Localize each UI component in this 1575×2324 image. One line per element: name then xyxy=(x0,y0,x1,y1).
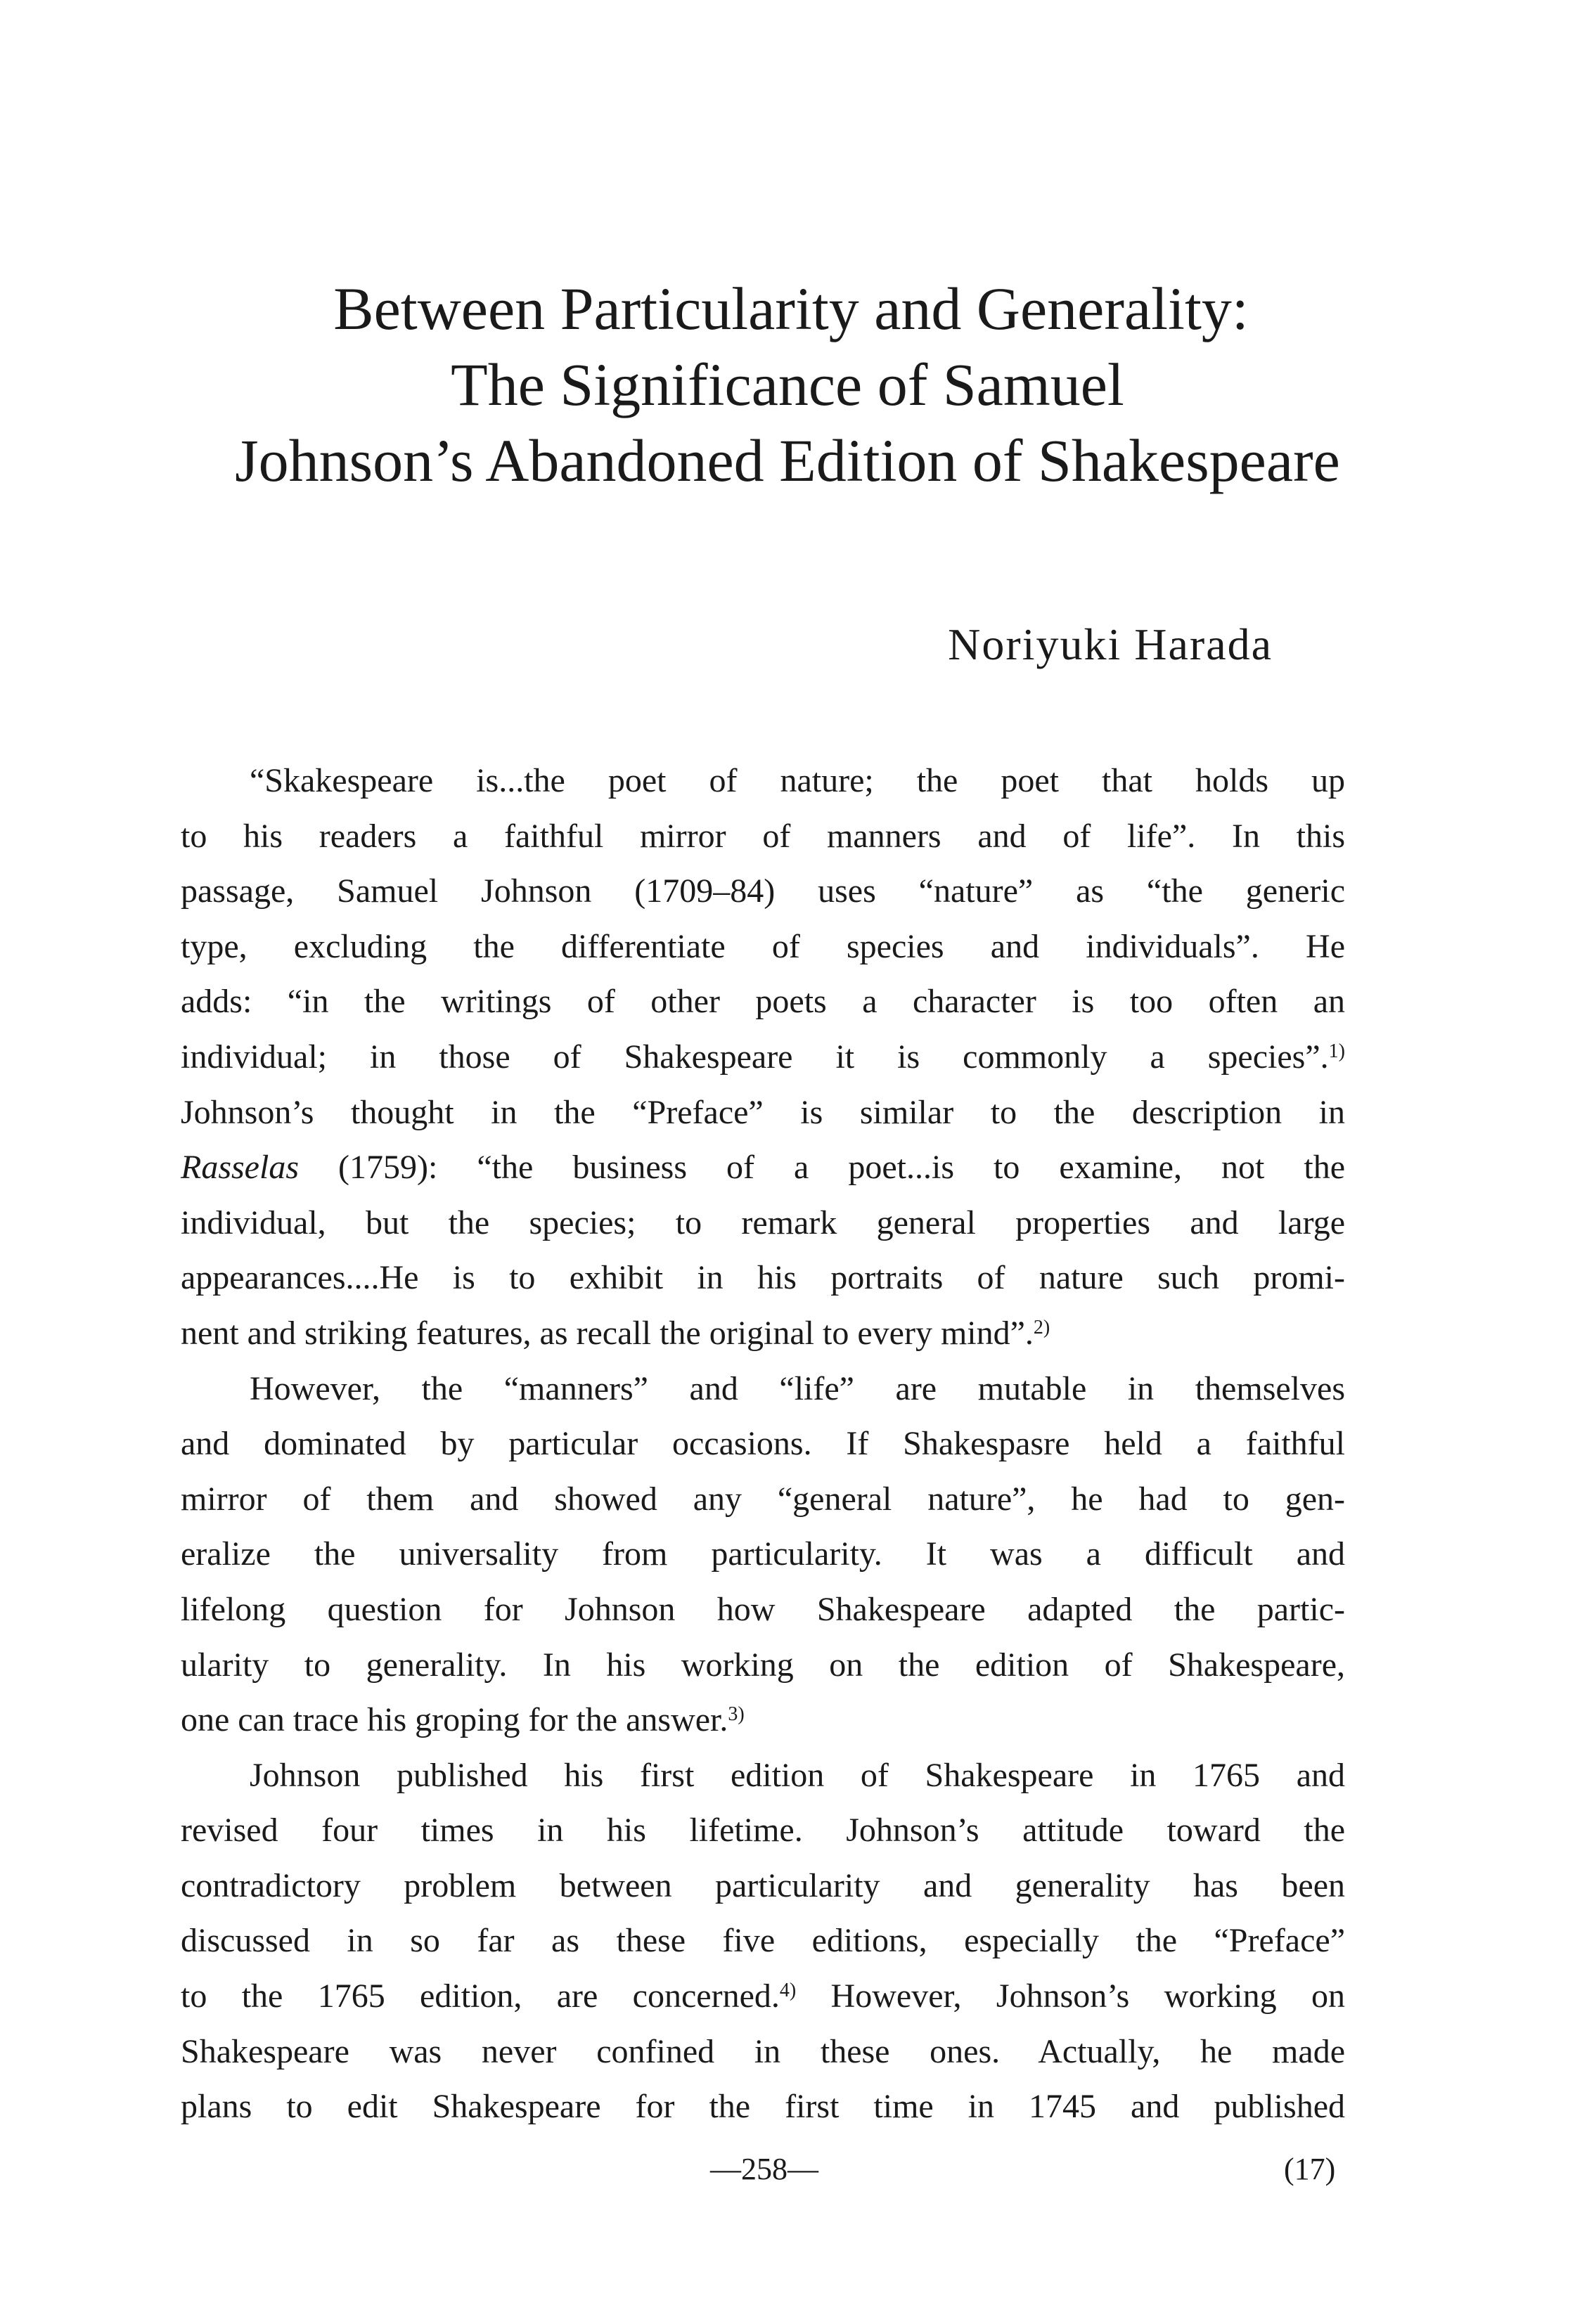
text-segment: “Skakespeare is...the poet of nature; the poet that holds up xyxy=(250,762,1345,799)
text-line xyxy=(181,1140,1345,1196)
text-segment: Shakespeare was never confined in these ones. Actually, he made xyxy=(181,2032,1345,2070)
body-text xyxy=(181,754,1345,2135)
footnote-ref: 4) xyxy=(779,1980,797,2002)
text-line xyxy=(181,809,1345,865)
serial-page-number: (17) xyxy=(1284,2152,1336,2186)
text-segment: Johnson’s thought in the “Preface” is similar to the description in xyxy=(181,1093,1345,1131)
text-line xyxy=(181,1859,1345,1914)
text-line xyxy=(181,1527,1345,1582)
text-line xyxy=(181,919,1345,975)
text-line xyxy=(181,1582,1345,1638)
text-segment: lifelong question for Johnson how Shakespeare adapted the partic- xyxy=(181,1590,1345,1628)
text-line xyxy=(181,754,1345,809)
text-segment: eralize the universality from particularity. It was a difficult and xyxy=(181,1535,1345,1573)
text-segment: individual, but the species; to remark general properties and large xyxy=(181,1203,1345,1241)
italic-title: Rasselas xyxy=(181,1149,299,1187)
text-line xyxy=(181,1306,1345,1362)
text-line xyxy=(181,1748,1345,1804)
text-segment: (1759): “the business of a poet...is to examine, not the xyxy=(299,1149,1345,1187)
title-line: Between Particularity and Generality: xyxy=(333,275,1249,342)
text-segment: revised four times in his lifetime. Johnson’s attitude toward the xyxy=(181,1812,1345,1849)
author-name: Noriyuki Harada xyxy=(948,619,1273,669)
title-line: The Significance of Samuel xyxy=(451,351,1124,418)
text-segment: Johnson published his first edition of Shakespeare in 1765 and xyxy=(250,1756,1345,1794)
page-number: —258— xyxy=(710,2152,818,2186)
text-segment: contradictory problem between particularity and generality has been xyxy=(181,1866,1345,1904)
text-line xyxy=(181,1803,1345,1859)
text-line xyxy=(181,1416,1345,1472)
text-line xyxy=(181,1251,1345,1306)
text-line xyxy=(181,1913,1345,1969)
text-segment: nent and striking features, as recall the original to every mind”. xyxy=(181,1314,1034,1352)
footnote-ref: 1) xyxy=(1328,1040,1345,1062)
text-line xyxy=(181,1085,1345,1141)
text-line xyxy=(181,1638,1345,1693)
text-line xyxy=(181,2079,1345,2135)
text-segment: type, excluding the differentiate of species and individuals”. He xyxy=(181,927,1345,965)
text-line xyxy=(181,1362,1345,1417)
text-segment: and dominated by particular occasions. If Shakespasre held a faithful xyxy=(181,1425,1345,1463)
text-segment: However, the “manners” and “life” are mutable in themselves xyxy=(250,1369,1345,1407)
article-title xyxy=(0,271,1575,498)
text-segment: passage, Samuel Johnson (1709–84) uses “nature” as “the generic xyxy=(181,872,1345,910)
text-segment: ularity to generality. In his working on the edition of Shakespeare, xyxy=(181,1646,1345,1684)
text-line xyxy=(181,974,1345,1030)
text-line xyxy=(181,864,1345,919)
text-segment: mirror of them and showed any “general nature”, he had to gen- xyxy=(181,1480,1345,1518)
text-line xyxy=(181,1196,1345,1251)
text-segment: individual; in those of Shakespeare it is commonly a species”. xyxy=(181,1038,1329,1076)
text-segment: one can trace his groping for the answer. xyxy=(181,1701,728,1739)
text-segment: to his readers a faithful mirror of manners and of life”. In this xyxy=(181,817,1345,855)
footnote-ref: 2) xyxy=(1033,1316,1050,1338)
footnote-ref: 3) xyxy=(728,1703,745,1726)
text-line xyxy=(181,1030,1345,1085)
text-segment: plans to edit Shakespeare for the first time in 1745 and published xyxy=(181,2088,1345,2126)
text-line xyxy=(181,1693,1345,1748)
text-line xyxy=(181,1472,1345,1528)
text-segment: However, Johnson’s working on xyxy=(796,1977,1345,2015)
text-segment: appearances....He is to exhibit in his portraits of nature such promi- xyxy=(181,1259,1345,1297)
text-segment: discussed in so far as these five editions, especially the “Preface” xyxy=(181,1922,1345,1960)
text-segment: adds: “in the writings of other poets a character is too often an xyxy=(181,983,1345,1021)
text-line xyxy=(181,2025,1345,2080)
text-segment: to the 1765 edition, are concerned. xyxy=(181,1977,780,2015)
text-line xyxy=(181,1969,1345,2025)
title-line: Johnson’s Abandoned Edition of Shakespeare xyxy=(235,427,1340,494)
